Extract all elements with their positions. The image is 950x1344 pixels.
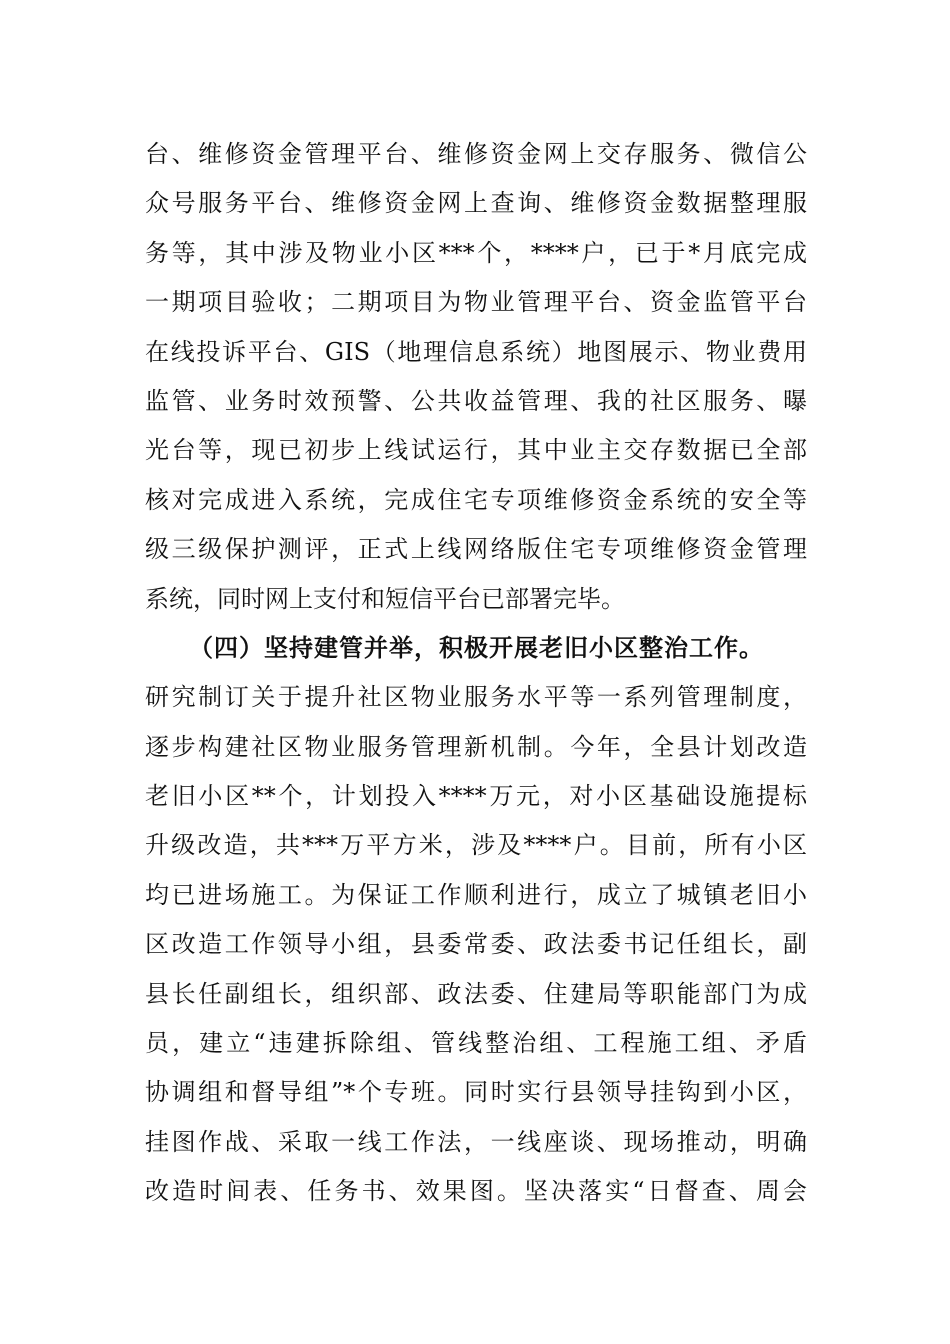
text-line: 员，建立“违建拆除组、管线整治组、工程施工组、矛盾 <box>145 1029 807 1058</box>
section-heading: （四）坚持建管并举，积极开展老旧小区整治工作。 <box>189 633 764 662</box>
text-line: 务等，其中涉及物业小区***个，****户，已于*月底完成 <box>145 238 807 267</box>
text-line: 升级改造，共***万平方米，涉及****户。目前，所有小区 <box>145 831 807 860</box>
text-line: 挂图作战、采取一线工作法，一线座谈、现场推动，明确 <box>145 1127 807 1156</box>
text-line: 光台等，现已初步上线试运行，其中业主交存数据已全部 <box>145 436 807 465</box>
text-line: 协调组和督导组”*个专班。同时实行县领导挂钩到小区， <box>145 1078 807 1107</box>
text-line: 级三级保护测评，正式上线网络版住宅专项维修资金管理 <box>145 535 807 564</box>
text-line: 众号服务平台、维修资金网上查询、维修资金数据整理服 <box>145 189 807 218</box>
text-line: 一期项目验收；二期项目为物业管理平台、资金监管平台 <box>145 288 807 317</box>
text-line: 核对完成进入系统，完成住宅专项维修资金系统的安全等 <box>145 485 807 514</box>
text-line: 老旧小区**个，计划投入****万元，对小区基础设施提标 <box>145 782 807 811</box>
text-line: 区改造工作领导小组，县委常委、政法委书记任组长，副 <box>145 930 807 959</box>
text-line: 监管、业务时效预警、公共收益管理、我的社区服务、曝 <box>145 386 807 415</box>
text-line: 在线投诉平台、GIS（地理信息系统）地图展示、物业费用 <box>145 337 807 366</box>
text-line: 系统，同时网上支付和短信平台已部署完毕。 <box>145 584 625 613</box>
text-line: 逐步构建社区物业服务管理新机制。今年，全县计划改造 <box>145 732 807 761</box>
text-line: 县长任副组长，组织部、政法委、住建局等职能部门为成 <box>145 979 807 1008</box>
text-line: 研究制订关于提升社区物业服务水平等一系列管理制度， <box>145 683 807 712</box>
text-line: 台、维修资金管理平台、维修资金网上交存服务、微信公 <box>145 140 807 168</box>
document-page <box>145 130 807 1217</box>
text-line: 均已进场施工。为保证工作顺利进行，成立了城镇老旧小 <box>145 880 807 909</box>
text-line: 改造时间表、任务书、效果图。坚决落实“日督查、周会 <box>145 1177 807 1206</box>
